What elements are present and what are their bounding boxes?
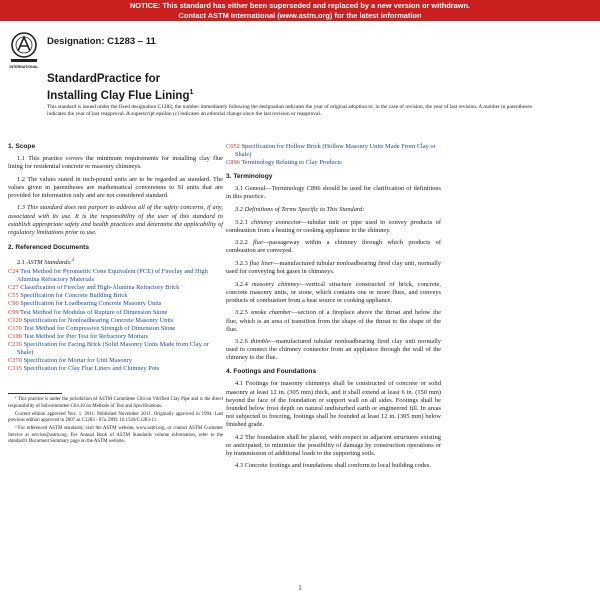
- logo-caption: INTERNATIONAL: [9, 65, 39, 69]
- definition-4: 3.2.4 masonry chimney—vertical structure constructed of brick, concrete, concrete masonry units, or stone, which contains one or more flues, and conveys products of combustion from a heat source or cooking appliance.: [226, 280, 441, 304]
- title-footnote-mark: 1: [189, 89, 194, 96]
- reference-code-link[interactable]: C24: [8, 268, 19, 276]
- defined-term: chimney connector: [251, 218, 302, 226]
- reference-item: [226, 159, 441, 167]
- scope-para-1-1: 1.1 This practice covers the minimum requirements for installing clay flue lining for residential concrete or masonry chimneys.: [8, 155, 223, 171]
- reference-item: [8, 341, 223, 357]
- footnote-2-references: ² For referenced ASTM standards, visit the ASTM website, www.astm.org, or contact ASTM Customer Service at service@astm.org. For Annual Book of ASTM Standards volume information, refer to the standard's Document Summary page on the ASTM website.: [8, 426, 223, 445]
- definition-6: 3.2.6 thimble—manufactured tubular nonloadbearing fired clay unit normally used to connect the chimney connector from an appliance through the wall of the chimney to the flue.: [226, 338, 441, 362]
- reference-item: [8, 333, 223, 341]
- terminology-para-3-2: 3.2 Definitions of Terms Specific to This Standard:: [235, 205, 365, 213]
- title-line-2: Installing Clay Flue Lining$^1$: [47, 89, 194, 102]
- footnote-1-jurisdiction: ¹ This practice is under the jurisdiction of ASTM Committee C04 on Vitrified Clay Pipe and is the direct responsibility of Subcommittee C04.20 on Methods of Test and Specifications.: [8, 397, 223, 409]
- terminology-para-3-1: 3.1 General—Terminology C896 should be used for clarification of definitions in this practice.: [226, 185, 441, 201]
- reference-code-link[interactable]: C896: [226, 159, 240, 167]
- reference-title-link[interactable]: Test Method for Modulus of Rupture of Dimension Stone: [20, 308, 168, 316]
- reference-title-link[interactable]: Classification of Fireclay and High-Alumina Refractory Brick: [20, 284, 180, 292]
- section-terminology-heading: 3. Terminology: [226, 173, 273, 181]
- reference-title-link[interactable]: Test Method for Pyrometric Cone Equivalent (PCE) of Fireclay and High Alumina Refractory Materials: [17, 268, 208, 284]
- reference-title-link[interactable]: Test Method for Compressive Strength of Dimension Stone: [23, 324, 176, 332]
- reference-code-link[interactable]: C55: [8, 292, 19, 300]
- definition-1: 3.2.1 chimney connector—tubular unit or pipe used to convey products of combustion from a heating or cooking appliance to the chimney.: [226, 218, 441, 234]
- reference-code-link[interactable]: C27: [8, 284, 19, 292]
- defined-term: smoke chamber: [250, 309, 292, 317]
- defined-term: flue liner: [249, 259, 274, 267]
- reference-title-link[interactable]: Specification for Mortar for Unit Masonry: [23, 357, 132, 365]
- scope-para-1-3: 1.3 This standard does not purport to address all of the safety concerns, if any, associated with its use. It is the responsibility of the user of this standard to establish appropriate safety and health practices and determine the applicability of regulatory limitations prior to use.: [8, 204, 223, 236]
- issuance-statement: This standard is issued under the fixed designation C1283; the number immediately following the designation indicates the year of original adoption or, in the case of revision, the year of last revision. A number in parentheses indicates the year of last reapproval. A superscript epsilon (ε) indicates an editorial change since the last revision or reapproval.: [47, 104, 532, 118]
- reference-item: [8, 325, 223, 333]
- reference-item: [8, 365, 223, 373]
- reference-code-link[interactable]: C315: [8, 365, 22, 373]
- reference-code-link[interactable]: C90: [8, 300, 19, 308]
- reference-list-left: [8, 268, 223, 373]
- scope-para-1-2: 1.2 The values stated in inch-pound units are to be regarded as standard. The values given in parentheses are mathematical conversions to SI units that are provided for information only and are not considered standard.: [8, 175, 223, 199]
- document-title: [47, 73, 193, 103]
- reference-code-link[interactable]: C129: [8, 316, 22, 324]
- defined-term: thimble: [250, 338, 270, 346]
- reference-code-link[interactable]: C99: [8, 308, 19, 316]
- reference-item: [8, 300, 223, 308]
- reference-title-link[interactable]: Test Method for Pier Test for Refractory Mortars: [23, 332, 149, 340]
- reference-title-link[interactable]: Specification for Concrete Building Brick: [20, 292, 128, 300]
- defined-term: masonry chimney: [251, 280, 300, 288]
- notice-line-2: Contact ASTM International (www.astm.org) for the latest information: [178, 10, 422, 20]
- reference-list-right: [226, 143, 441, 167]
- section-footings-heading: 4. Footings and Foundations: [226, 368, 317, 376]
- reference-item: [8, 309, 223, 317]
- defined-term: flue: [253, 239, 263, 247]
- definition-3: 3.2.3 flue liner—manufactured tubular nonloadbearing fired clay unit, normally used for conveying hot gases in chimneys.: [226, 259, 441, 276]
- definitions-list: [226, 219, 441, 363]
- footnote-1-edition: Current edition approved Nov. 1, 2011. Published November 2011. Originally approved in 1994. Last previous edition approved in 2007 as C1283 - 07a. DOI: 10.1520/C1283-11.: [8, 411, 223, 424]
- notice-line-1: NOTICE: This standard has either been superseded and replaced by a new version or withdrawn.: [129, 1, 471, 10]
- definition-2: 3.2.2 flue—passageway within a chimney through which products of combustion are conveyed.: [226, 239, 441, 255]
- reference-item: [8, 268, 223, 284]
- reference-item: [8, 317, 223, 325]
- reference-code-link[interactable]: C652: [226, 143, 240, 150]
- reference-code-link[interactable]: C199: [8, 332, 22, 340]
- left-column: [8, 143, 223, 447]
- page-number: 1: [298, 584, 302, 592]
- reference-item: [8, 292, 223, 300]
- right-column: [226, 143, 441, 475]
- astm-standards-label: 2.1 ASTM Standards:$^2$: [17, 256, 75, 266]
- footings-para-4-2: 4.2 The foundation shall be placed, with respect to adjacent structures existing or anticipated, to minimize the possibility of damage by construction operations or by transmission of additional loads to the supporting soils.: [226, 433, 441, 457]
- reference-title-link[interactable]: Specification for Facing Brick (Solid Masonry Units Made from Clay or Shale): [17, 340, 209, 356]
- supersede-notice-banner: [0, 0, 600, 21]
- reference-title-link[interactable]: Terminology Relating to Clay Products: [241, 159, 342, 167]
- footnote-rule: [8, 393, 62, 394]
- reference-item: [8, 357, 223, 365]
- reference-title-link[interactable]: Specification for Clay Flue Liners and Chimney Pots: [23, 365, 160, 373]
- section-scope-heading: 1. Scope: [8, 143, 36, 150]
- astm-logo: [9, 30, 39, 72]
- reference-code-link[interactable]: C216: [8, 340, 22, 348]
- reference-code-link[interactable]: C270: [8, 357, 22, 365]
- designation: Designation: C1283 – 11: [47, 36, 156, 47]
- reference-code-link[interactable]: C170: [8, 324, 22, 332]
- footings-para-4-1: 4.1 Footings for masonry chimneys shall be constructed of concrete or solid masonry at least 12 in. (305 mm) thick, and it shall extend at least 6 in. (150 mm) beyond the face of the foundation or support wall on all sides. Footings shall be founded below frost depth on natural undisturbed earth or engineered fill. In areas not subjected to freezing, footings shall be founded at least 12 in. (305 mm) below finished grade.: [226, 380, 441, 428]
- title-line-1: StandardPractice for: [47, 73, 161, 85]
- reference-title-link[interactable]: Specification for Nonloadbearing Concrete Masonry Units: [23, 316, 174, 324]
- reference-item: [8, 284, 223, 292]
- reference-title-link[interactable]: Specification for Loadbearing Concrete Masonry Units: [20, 300, 162, 308]
- reference-title-link[interactable]: Specification for Hollow Brick (Hollow Masonry Units Made From Clay or Shale): [235, 143, 436, 159]
- definition-5: 3.2.5 smoke chamber—section of a fireplace above the throat and below the flue, which is an area of transition from the shape of the throat to the shape of the flue.: [226, 309, 441, 333]
- footings-para-4-3: 4.3 Concrete footings and foundations shall conform to local building codes.: [235, 462, 431, 470]
- reference-item: [226, 143, 441, 159]
- section-referenced-heading: 2. Referenced Documents: [8, 243, 89, 251]
